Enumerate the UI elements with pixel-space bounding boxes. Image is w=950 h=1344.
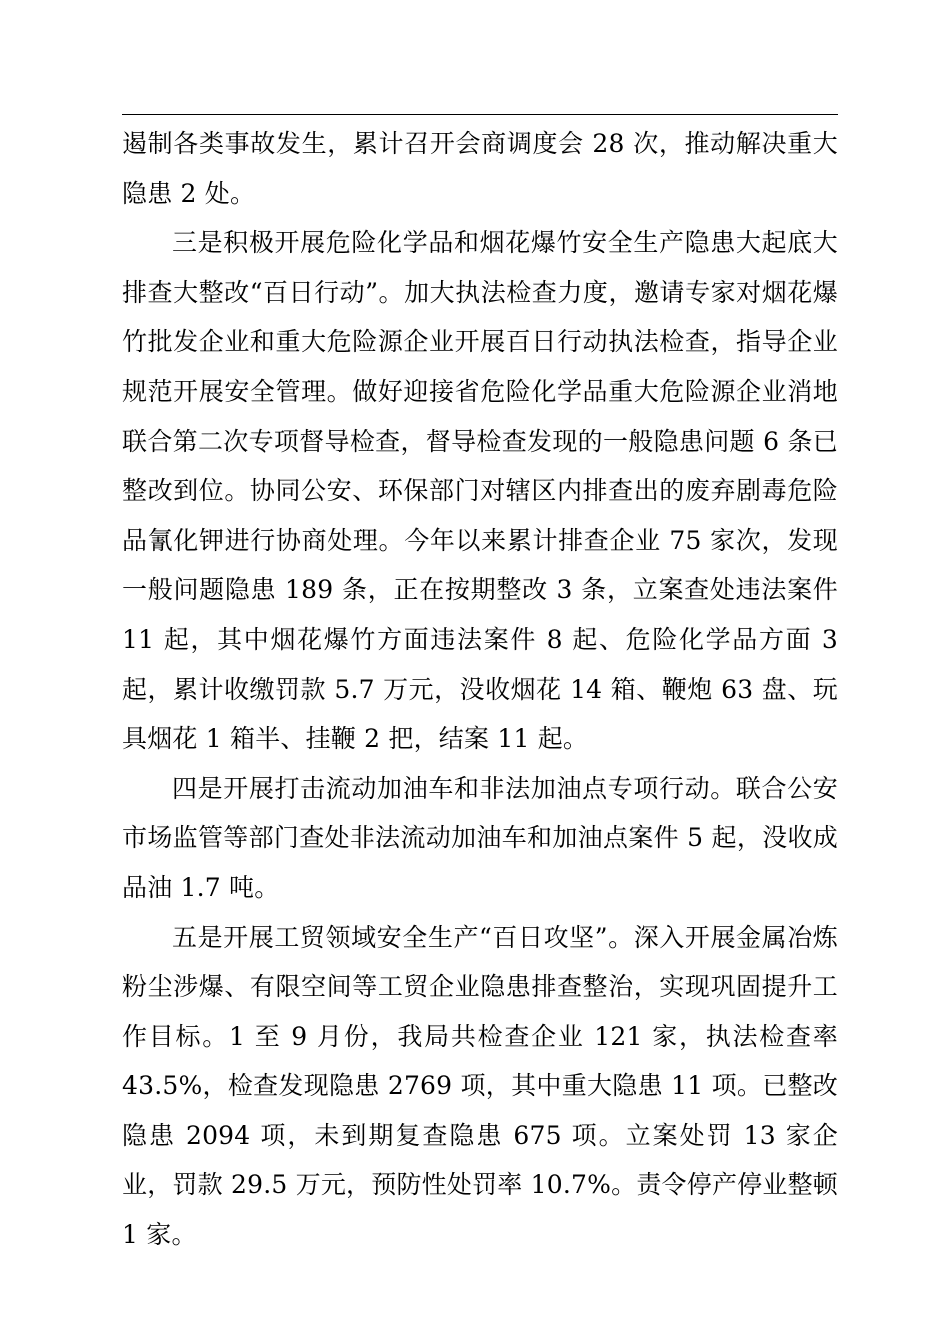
paragraph-industry-trade-safety: 五是开展工贸领域安全生产“百日攻坚”。深入开展金属冶炼粉尘涉爆、有限空间等工贸企业隐患排查整治，实现巩固提升工作目标。1 至 9 月份，我局共检查企业 121 家，执法检查率 43.5%，检查发现隐患 2769 项，其中重大隐患 11 项。已整改隐患 2094 项，未到期复查隐患 675 项。立案处罚 13 家企业，罚款 29.5 万元，预防性处罚率 10.7%。责令停产停业整顿 1 家。: [122, 922, 838, 1250]
paragraph-illegal-refueling: 四是开展打击流动加油车和非法加油点专项行动。联合公安市场监管等部门查处非法流动加油车和加油点案件 5 起，没收成品油 1.7 吨。: [122, 773, 838, 902]
header-rule: [122, 114, 838, 115]
document-body: [122, 119, 838, 1260]
paragraph-continuation: 遏制各类事故发生，累计召开会商调度会 28 次，推动解决重大隐患 2 处。: [122, 129, 838, 208]
paragraph-hazardous-chemicals: 三是积极开展危险化学品和烟花爆竹安全生产隐患大起底大排查大整改“百日行动”。加大执法检查力度，邀请专家对烟花爆竹批发企业和重大危险源企业开展百日行动执法检查，指导企业规范开展安全管理。做好迎接省危险化学品重大危险源企业消地联合第二次专项督导检查，督导检查发现的一般隐患问题 6 条已整改到位。协同公安、环保部门对辖区内排查出的废弃剧毒危险品氰化钾进行协商处理。今年以来累计排查企业 75 家次，发现一般问题隐患 189 条，正在按期整改 3 条，立案查处违法案件 11 起，其中烟花爆竹方面违法案件 8 起、危险化学品方面 3 起，累计收缴罚款 5.7 万元，没收烟花 14 箱、鞭炮 63 盘、玩具烟花 1 箱半、挂鞭 2 把，结案 11 起。: [122, 228, 838, 754]
